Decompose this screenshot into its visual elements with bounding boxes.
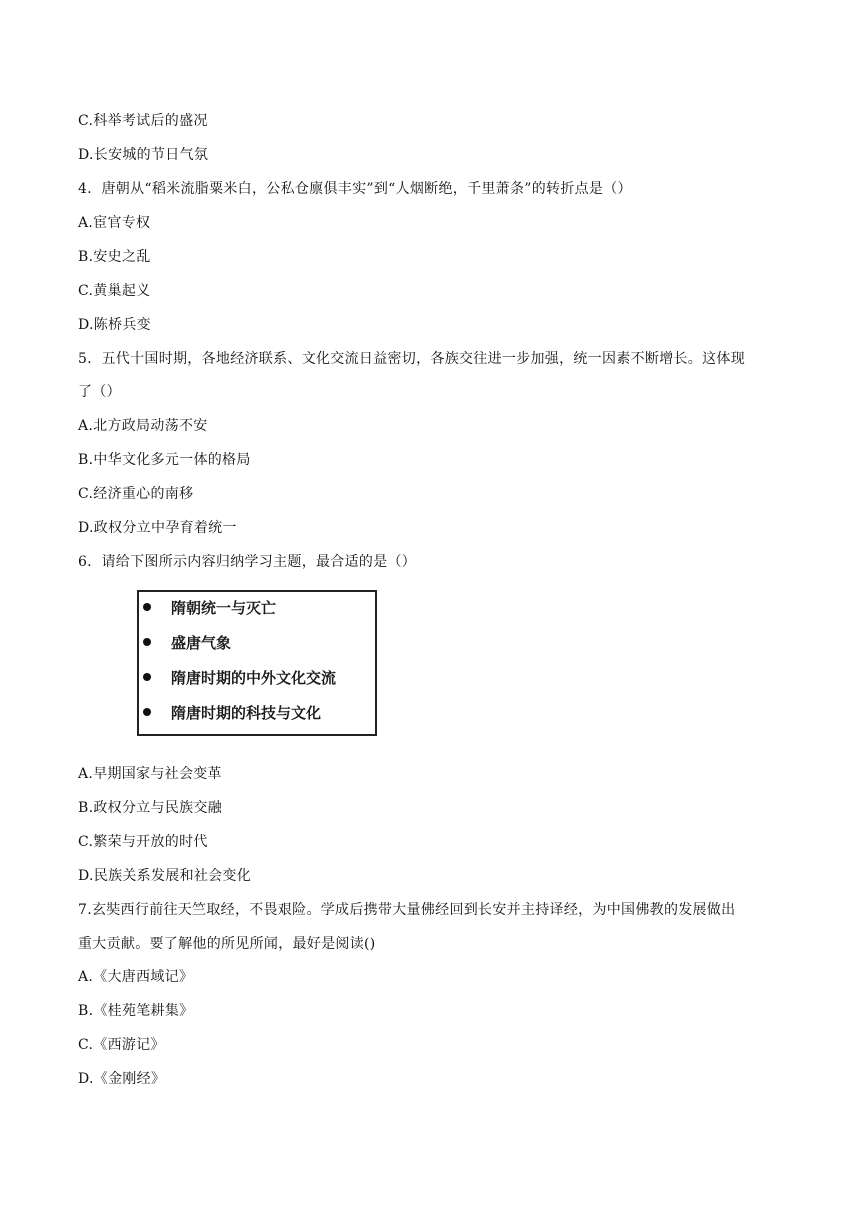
option-5a: A.北方政局动荡不安 — [78, 418, 208, 434]
figure-item-text: 盛唐气象 — [171, 634, 232, 652]
figure-item — [143, 703, 321, 723]
option-3d: D.长安城的节日气氛 — [78, 147, 209, 163]
option-4c: C.黄巢起义 — [78, 283, 151, 299]
question-4: 4．唐朝从“稻米流脂粟米白，公私仓廪俱丰实”到“人烟断绝，千里萧条”的转折点是（） — [78, 181, 632, 197]
theme-figure — [137, 590, 377, 736]
figure-item-text: 隋朝统一与灭亡 — [171, 599, 277, 617]
option-5d: D.政权分立中孕育着统一 — [78, 520, 237, 536]
option-5b: B.中华文化多元一体的格局 — [78, 452, 251, 468]
figure-item — [143, 598, 276, 618]
bullet-icon — [143, 603, 151, 611]
figure-item — [143, 668, 336, 688]
option-4a: A.宦官专权 — [78, 215, 151, 231]
question-7: 7.玄奘西行前往天竺取经，不畏艰险。学成后携带大量佛经回到长安并主持译经，为中国佛教的发展做出 — [78, 902, 736, 918]
option-5c: C.经济重心的南移 — [78, 486, 194, 502]
option-4d: D.陈桥兵变 — [78, 317, 151, 333]
option-7a: A.《大唐西域记》 — [78, 969, 194, 985]
question-5: 5．五代十国时期，各地经济联系、文化交流日益密切，各族交往进一步加强，统一因素不断增长。这体现 — [78, 351, 746, 367]
option-7c: C.《西游记》 — [78, 1037, 165, 1053]
bullet-icon — [143, 673, 151, 681]
question-5-cont: 了（） — [78, 384, 121, 400]
option-6c: C.繁荣与开放的时代 — [78, 834, 208, 850]
option-7d: D.《金刚经》 — [78, 1071, 166, 1087]
option-6b: B.政权分立与民族交融 — [78, 800, 223, 816]
option-7b: B.《桂苑笔耕集》 — [78, 1003, 194, 1019]
bullet-icon — [143, 708, 151, 716]
question-7-cont: 重大贡献。要了解他的所见所闻，最好是阅读() — [78, 936, 376, 952]
option-4b: B.安史之乱 — [78, 249, 151, 265]
option-3c: C.科举考试后的盛况 — [78, 113, 208, 129]
figure-item-text: 隋唐时期的科技与文化 — [171, 704, 322, 722]
question-6: 6．请给下图所示内容归纳学习主题，最合适的是（） — [78, 554, 417, 570]
option-6a: A.早期国家与社会变革 — [78, 766, 222, 782]
option-6d: D.民族关系发展和社会变化 — [78, 868, 252, 884]
figure-item-text: 隋唐时期的中外文化交流 — [171, 669, 337, 687]
figure-item — [143, 633, 231, 653]
bullet-icon — [143, 638, 151, 646]
